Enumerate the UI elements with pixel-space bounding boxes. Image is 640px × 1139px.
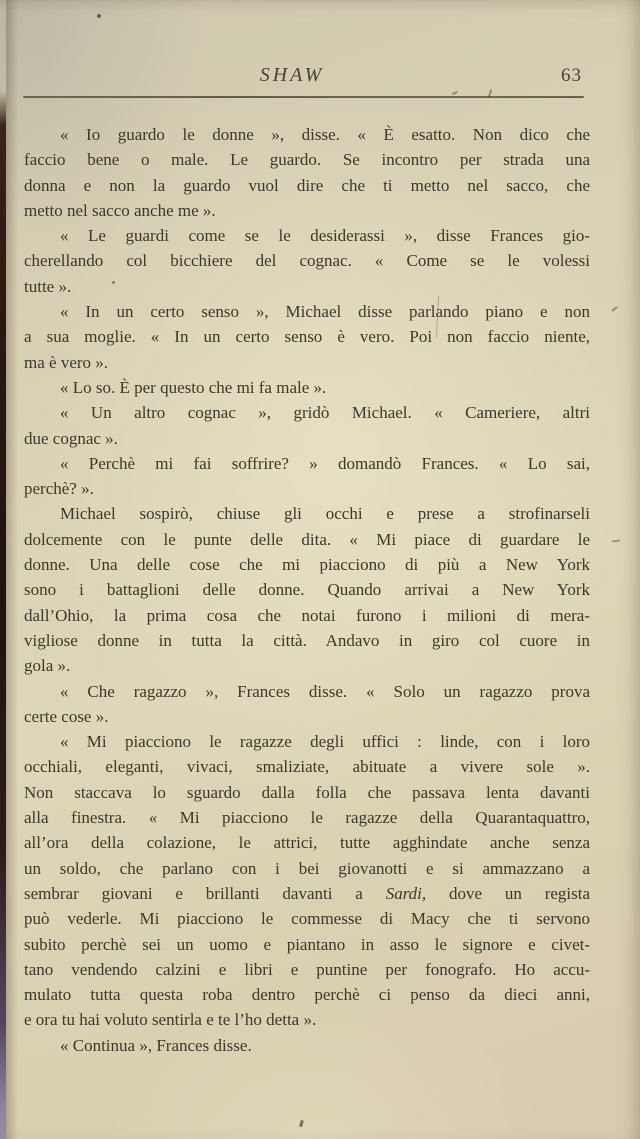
text-line: alla finestra. « Mi piacciono le ragazze della Quarantaquattro, — [24, 808, 590, 828]
text-line: « Un altro cognac », gridò Michael. « Cameriere, altri — [60, 403, 590, 423]
text-line: un soldo, che parlano con i bei giovanotti e si ammazzano a — [24, 858, 590, 878]
text-line: certe cose ». — [24, 706, 109, 726]
text-line: donna e non la guardo vuol dire che ti metto nel sacco, che — [24, 175, 590, 195]
paragraph — [24, 122, 590, 223]
paper-speck — [452, 91, 458, 95]
text-line: sono i battaglioni delle donne. Quando arrivai a New York — [24, 580, 590, 600]
text-line: « In un certo senso », Michael disse parlando piano e non — [60, 302, 590, 322]
text-line: occhiali, eleganti, vivaci, smaliziate, abituate a vivere sole ». — [24, 757, 590, 777]
text-line: « Le guardi come se le desiderassi », disse Frances gio- — [60, 226, 590, 246]
text-line: tutte ». — [24, 276, 72, 296]
paragraph — [24, 375, 590, 400]
text-line: subito perchè sei un uomo e piantano in asso le signore e civet- — [24, 934, 590, 954]
header-rule — [23, 96, 584, 98]
text-line: a sua moglie. « In un certo senso è vero. Poi non faccio niente, — [24, 327, 590, 347]
text-line: vigliose donne in tutta la città. Andavo in giro col cuore in — [24, 630, 590, 650]
text-line: dolcemente con le punte delle dita. « Mi piace di guardare le — [24, 529, 590, 549]
text-line: metto nel sacco anche me ». — [24, 200, 216, 220]
page-text — [24, 122, 590, 1058]
paragraph — [24, 400, 590, 451]
text-line: gola ». — [24, 656, 71, 676]
text-line: e ora tu hai voluto sentirla e te l’ho detta ». — [24, 1010, 317, 1030]
text-line: « Che ragazzo », Frances disse. « Solo un ragazzo prova — [60, 681, 590, 701]
text-line: « Continua », Frances disse. — [60, 1035, 252, 1055]
text-line: mulato tutta questa roba dentro perchè ci penso da dieci anni, — [24, 985, 590, 1005]
paragraph — [24, 223, 590, 299]
text-line: sembrar giovani e brillanti davanti a Sardi, dove un regista — [24, 883, 591, 903]
text-line: può vederle. Mi piacciono le commesse di Macy che ti servono — [24, 909, 590, 929]
page-number: 63 — [561, 65, 582, 86]
paragraph — [24, 501, 590, 678]
header-title: SHAW — [259, 64, 325, 86]
text-line: « Lo so. È per questo che mi fa male ». — [60, 377, 327, 397]
paper-speck — [112, 281, 115, 284]
paper-speck — [612, 539, 620, 542]
paragraph — [24, 299, 590, 375]
paper-speck — [299, 1120, 304, 1128]
text-line: faccio bene o male. Le guardo. Se incontro per strada una — [24, 150, 590, 170]
paragraph — [24, 451, 590, 502]
text-line: ma è vero ». — [24, 352, 109, 372]
text-line: « Perchè mi fai soffrire? » domandò Frances. « Lo sai, — [60, 453, 590, 473]
text-line: Non staccava lo sguardo dalla folla che passava lenta davanti — [24, 782, 590, 802]
text-line: « Io guardo le donne », disse. « È esatto. Non dico che — [60, 125, 590, 144]
text-line: dall’Ohio, la prima cosa che notai furono i milioni di mera- — [24, 605, 590, 625]
text-line: due cognac ». — [24, 428, 118, 448]
text-line: « Mi piacciono le ragazze degli uffici : linde, con i loro — [60, 732, 590, 752]
paper-speck — [96, 13, 101, 18]
text-line: donne. Una delle cose che mi piacciono di più a New York — [24, 555, 590, 575]
paragraph — [24, 1033, 590, 1058]
spine-shadow — [6, 0, 18, 1139]
text-line: Michael sospirò, chiuse gli occhi e prese a strofinarseli — [60, 504, 590, 524]
text-line: all’ora della colazione, le attrici, tutte agghindate anche senza — [24, 833, 590, 853]
text-line: tano vendendo calzini e libri e puntine per fonografo. Ho accu- — [24, 959, 590, 979]
text-line: cherellando col bicchiere del cognac. « Come se le volessi — [24, 251, 590, 271]
paragraph — [24, 679, 590, 730]
text-line: perchè? ». — [24, 479, 94, 499]
running-header — [24, 64, 584, 90]
paragraph — [24, 729, 590, 1033]
paper-speck — [611, 306, 618, 312]
